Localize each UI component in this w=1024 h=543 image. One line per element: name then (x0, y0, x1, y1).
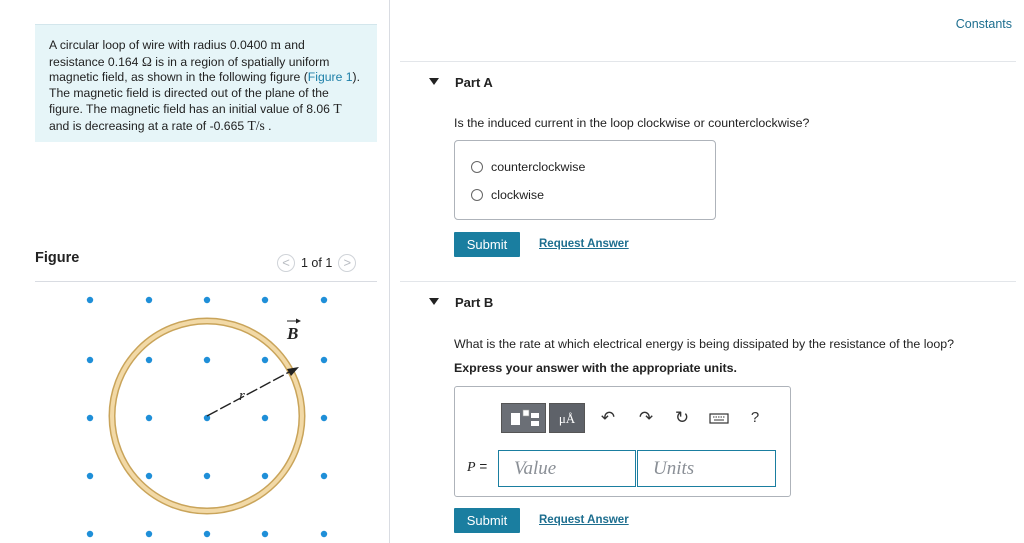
problem-text: ). The magnetic field is directed out of the plane of the figure. The magnetic field has an initial value of 8.06 (49, 70, 360, 116)
part-b-answer-box (454, 386, 791, 497)
value-input[interactable]: Value (498, 450, 636, 487)
column-divider (389, 0, 390, 543)
part-a-request-answer-link[interactable]: Request Answer (539, 238, 629, 250)
next-figure-button[interactable]: > (338, 254, 356, 272)
radius-line (207, 370, 293, 416)
part-a-header[interactable] (400, 61, 1016, 106)
figure-page-count: 1 of 1 (301, 256, 333, 270)
math-toolbar (501, 403, 781, 437)
field-label: B (287, 324, 299, 343)
part-b-question: What is the rate at which electrical energy is being dissipated by the resistance of the loop? (454, 337, 955, 351)
reset-icon[interactable]: ↻ (674, 408, 690, 427)
variable-label (467, 459, 487, 476)
unit-m: m (270, 37, 282, 52)
collapse-triangle-icon[interactable] (429, 78, 439, 85)
figure-link[interactable]: Figure 1 (307, 70, 353, 84)
left-panel (0, 0, 390, 543)
problem-statement (35, 24, 377, 142)
unit-ohm: Ω (141, 53, 152, 69)
prev-figure-button[interactable]: < (277, 254, 295, 272)
part-a-options (454, 140, 716, 220)
units-button[interactable]: μÅ (549, 403, 585, 433)
part-b-submit-button[interactable]: Submit (454, 508, 520, 533)
help-icon[interactable]: ? (750, 409, 760, 426)
figure-pager (277, 253, 356, 273)
problem-text: is in a region of spatially uniform magnetic field, as shown in the following figure ( (49, 54, 330, 84)
radio-button[interactable] (471, 161, 483, 173)
option-counterclockwise[interactable] (471, 160, 585, 174)
part-a-question: Is the induced current in the loop clockwise or counterclockwise? (454, 116, 810, 130)
units-input[interactable]: Units (637, 450, 776, 487)
keyboard-icon[interactable] (707, 407, 731, 429)
part-a-submit-button[interactable]: Submit (454, 232, 520, 257)
equals-sign: = (475, 459, 488, 474)
unit-rate: T/s (247, 117, 265, 133)
part-b-header[interactable] (400, 281, 1016, 326)
problem-text: and is decreasing at a rate of -0.665 (49, 118, 248, 133)
part-b-instruction: Express your answer with the appropriate units. (454, 361, 737, 375)
part-b-request-answer-link[interactable]: Request Answer (539, 514, 629, 526)
unit-tesla: T (333, 101, 342, 116)
undo-icon[interactable]: ↶ (600, 408, 616, 427)
option-label: clockwise (491, 188, 545, 202)
vector-arrowhead (296, 319, 301, 324)
collapse-triangle-icon[interactable] (429, 298, 439, 305)
part-a-title: Part A (455, 75, 493, 90)
magnetic-field-figure (35, 282, 377, 543)
variable-symbol: P (467, 460, 476, 475)
problem-text: . (264, 118, 272, 133)
redo-icon[interactable]: ↷ (638, 408, 654, 427)
radius-label: r (239, 388, 245, 404)
radio-button[interactable] (471, 189, 483, 201)
templates-icon (502, 404, 547, 434)
figure-heading: Figure (35, 250, 80, 266)
option-clockwise[interactable] (471, 188, 544, 202)
constants-link[interactable]: Constants (955, 17, 1012, 31)
problem-text: A circular loop of wire with radius 0.0400 (49, 38, 271, 52)
option-label: counterclockwise (491, 160, 586, 174)
problem-text: and resistance 0.164 (49, 38, 305, 69)
templates-button[interactable] (501, 403, 546, 433)
keyboard-glyph (708, 407, 730, 429)
part-b-title: Part B (455, 295, 494, 310)
